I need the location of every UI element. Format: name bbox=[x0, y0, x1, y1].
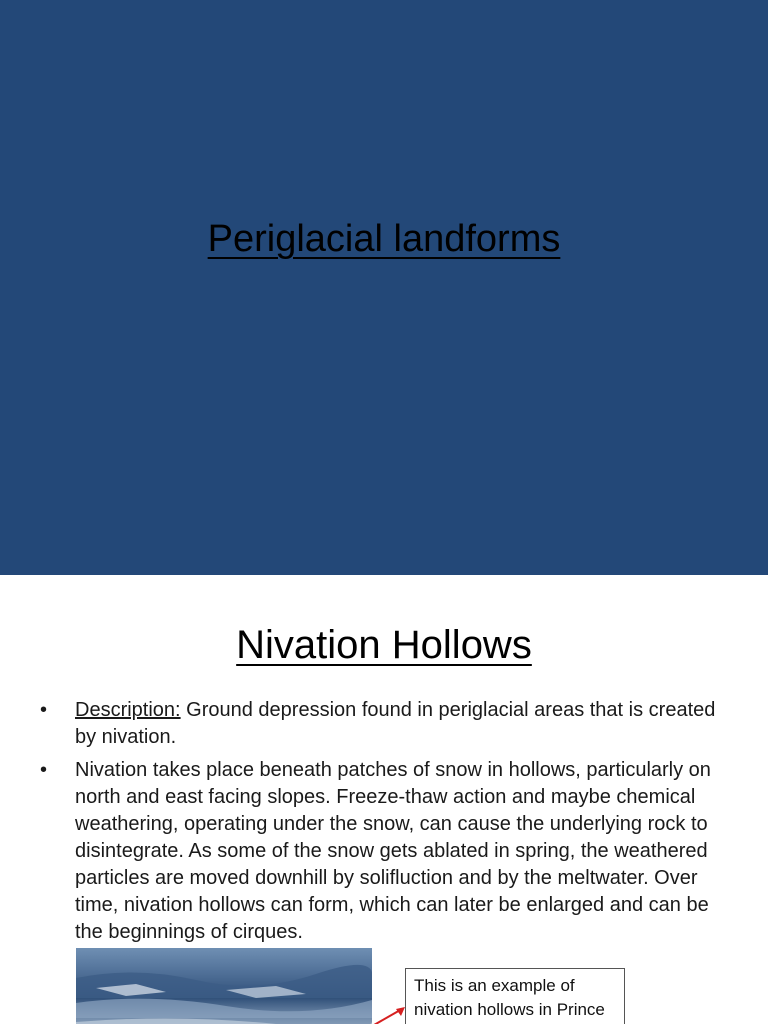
bullet-dot: • bbox=[40, 699, 48, 721]
bullet-item-description bbox=[40, 697, 730, 751]
title-slide-heading: Periglacial landforms bbox=[207, 218, 561, 260]
nivation-hollow-photo bbox=[76, 948, 372, 1024]
content-slide-heading: Nivation Hollows bbox=[236, 623, 532, 667]
content-slide bbox=[0, 575, 768, 1024]
callout-arrow bbox=[372, 1005, 408, 1024]
description-text: Ground depression found in periglacial areas that is created by nivation. bbox=[75, 699, 716, 748]
callout-box: This is an example of nivation hollows in Prince bbox=[405, 968, 625, 1024]
process-text: Nivation takes place beneath patches of snow in hollows, particularly on north and east facing slopes. Freeze-thaw action and maybe chemical weathering, operating under the snow, can cause the underlying rock to disintegrate. As some of the snow gets ablated in spring, the weathered particles are moved downhill by solifluction and by the meltwater. Over time, nivation hollows can form, which can later be enlarged and can be the beginnings of cirques. bbox=[75, 759, 711, 943]
bullet-item-process bbox=[40, 757, 730, 946]
bullet-list bbox=[40, 697, 730, 952]
description-label: Description: bbox=[75, 699, 181, 721]
landscape-image bbox=[76, 948, 372, 1024]
bullet-dot: • bbox=[40, 759, 48, 781]
